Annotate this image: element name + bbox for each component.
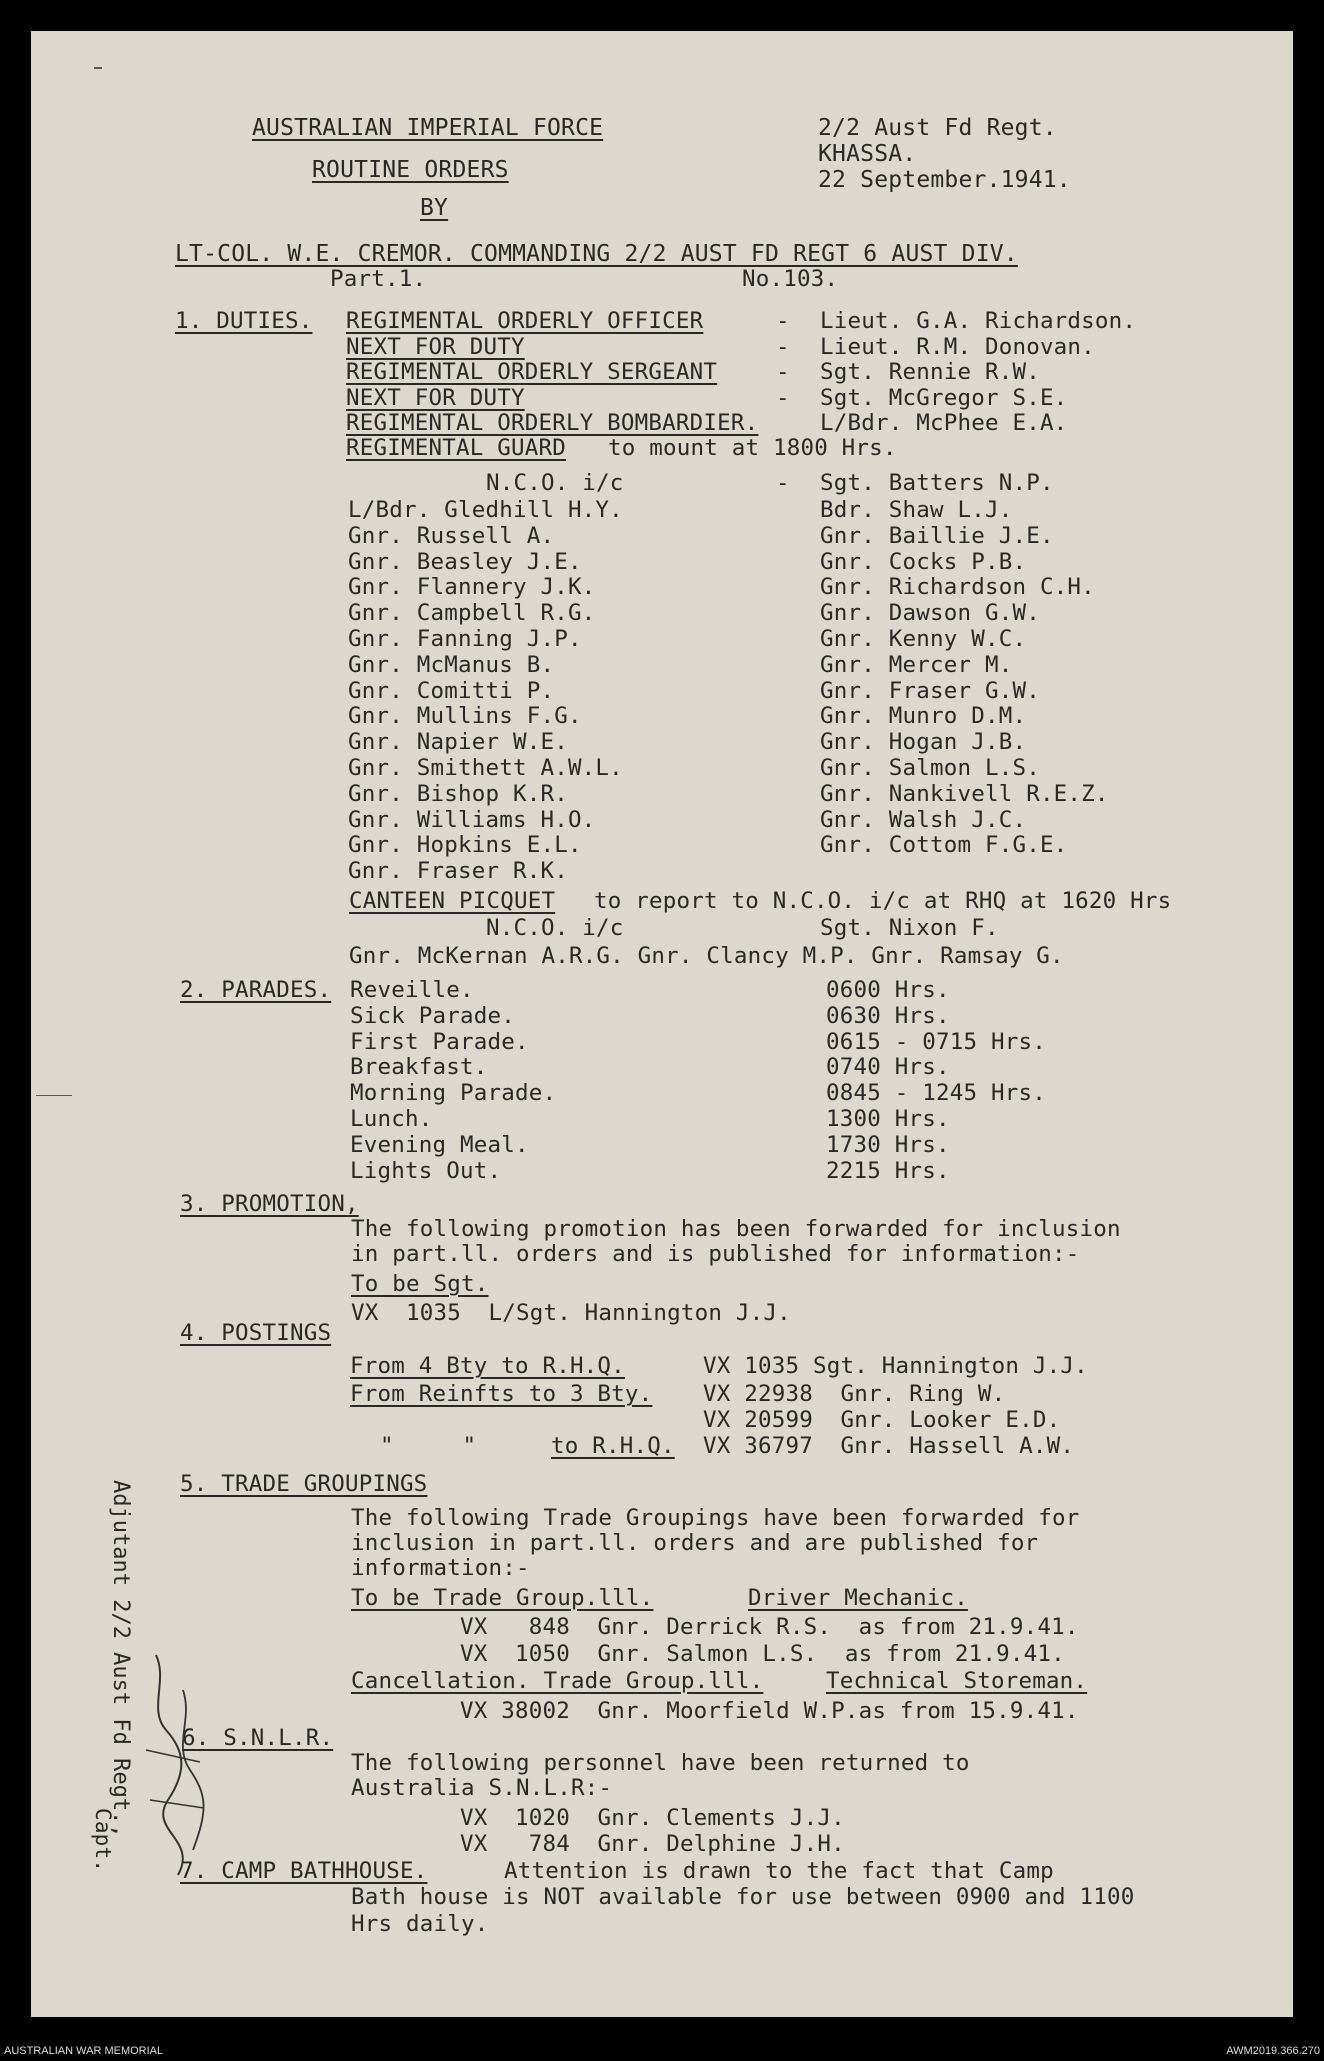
place-name: KHASSA.: [818, 141, 917, 167]
posting-from-1: From 4 Bty to R.H.Q.: [350, 1353, 625, 1379]
guard-member: Gnr. Fraser G.W.: [820, 677, 1040, 704]
duty-sep: -: [776, 333, 790, 360]
posting-entry-4: VX 36797 Gnr. Hassell A.W.: [703, 1433, 1075, 1459]
duty-role: REGIMENTAL ORDERLY SERGEANT: [346, 359, 718, 385]
parade-event: Morning Parade.: [350, 1080, 557, 1107]
posting-from-2: From Reinfts to 3 Bty.: [350, 1381, 653, 1407]
guard-member: Gnr. Richardson C.H.: [820, 574, 1095, 601]
guard-member: Gnr. Cocks P.B.: [820, 548, 1027, 575]
trade-line-3: information:-: [351, 1555, 530, 1581]
guard-member: Gnr. Kenny W.C.: [820, 626, 1027, 652]
trade-line-1: The following Trade Groupings have been forwarded for: [351, 1505, 1080, 1531]
nco-name: Sgt. Batters N.P.: [820, 470, 1054, 496]
guard-member: Gnr. Mullins F.G.: [348, 703, 582, 730]
guard-member: Gnr. Hopkins E.L.: [348, 832, 582, 859]
duty-name: Sgt. Rennie R.W.: [820, 359, 1040, 385]
trade-heading: 5. TRADE GROUPINGS: [180, 1471, 428, 1497]
guard-member: Bdr. Shaw L.J.: [820, 497, 1013, 523]
by-heading: BY: [420, 195, 449, 221]
picquet-text: to report to N.C.O. i/c at RHQ at 1620 Hrs: [594, 888, 1172, 914]
promotion-line-2: in part.ll. orders and is published for information:-: [351, 1241, 1080, 1267]
guard-label: REGIMENTAL GUARD: [346, 435, 566, 461]
guard-text: to mount at 1800 Hrs.: [608, 435, 897, 461]
parade-time: 2215 Hrs.: [826, 1157, 950, 1184]
bathhouse-line-1: Attention is drawn to the fact that Camp: [504, 1858, 1054, 1884]
picquet-nco-label: N.C.O. i/c: [486, 915, 624, 941]
duty-role: NEXT FOR DUTY: [346, 384, 525, 411]
snlr-line-2: Australia S.N.L.R:-: [351, 1775, 613, 1801]
promotion-sub: To be Sgt.: [351, 1271, 489, 1297]
guard-member: Gnr. Campbell R.G.: [348, 600, 596, 627]
posting-entry-1: VX 1035 Sgt. Hannington J.J.: [703, 1353, 1088, 1379]
trade-cancel-name: Technical Storeman.: [826, 1668, 1088, 1694]
bathhouse-line-2: Bath house is NOT available for use between 0900 and 1100: [351, 1884, 1135, 1910]
guard-member: Gnr. Hogan J.B.: [820, 729, 1027, 756]
duty-role: NEXT FOR DUTY: [346, 333, 525, 360]
trade-group: To be Trade Group.lll.: [351, 1585, 654, 1611]
parade-event: Lunch.: [350, 1106, 433, 1132]
nco-sep: -: [776, 470, 790, 496]
guard-member: Gnr. Flannery J.K.: [348, 574, 596, 601]
commander-line: LT-COL. W.E. CREMOR. COMMANDING 2/2 AUST FD REGT 6 AUST DIV.: [175, 241, 1018, 267]
postings-heading: 4. POSTINGS: [180, 1320, 332, 1346]
guard-member: Gnr. Williams H.O.: [348, 806, 596, 833]
posting-ditto: " ": [380, 1433, 477, 1459]
guard-member: Gnr. Fanning J.P.: [348, 626, 582, 652]
snlr-line-1: The following personnel have been returned to: [351, 1750, 970, 1776]
picquet-label: CANTEEN PICQUET: [349, 888, 556, 914]
duty-name: Lieut. R.M. Donovan.: [820, 333, 1095, 360]
posting-entry-3: VX 20599 Gnr. Looker E.D.: [703, 1407, 1061, 1433]
guard-member: Gnr. Baillie J.E.: [820, 522, 1054, 549]
trade-cancel: Cancellation. Trade Group.lll.: [351, 1668, 764, 1694]
parade-time: 0615 - 0715 Hrs.: [826, 1028, 1046, 1055]
order-number: No.103.: [742, 266, 839, 292]
bathhouse-heading: 7. CAMP BATHHOUSE.: [180, 1858, 428, 1884]
guard-member: L/Bdr. Gledhill H.Y.: [348, 497, 623, 523]
trade-name: Driver Mechanic.: [748, 1585, 968, 1611]
guard-member: Gnr. Dawson G.W.: [820, 600, 1040, 627]
parade-event: First Parade.: [350, 1028, 529, 1055]
snlr-entry-2: VX 784 Gnr. Delphine J.H.: [460, 1831, 845, 1857]
duty-role: REGIMENTAL ORDERLY OFFICER: [346, 308, 704, 334]
parade-time: 1730 Hrs.: [826, 1131, 950, 1158]
parade-event: Evening Meal.: [350, 1131, 529, 1158]
parade-event: Breakfast.: [350, 1054, 488, 1081]
guard-member: Gnr. Comitti P.: [348, 677, 555, 704]
picquet-members: Gnr. McKernan A.R.G. Gnr. Clancy M.P. Gnr. Ramsay G.: [349, 943, 1064, 969]
guard-member: Gnr. Fraser R.K.: [348, 858, 568, 885]
guard-member: Gnr. Munro D.M.: [820, 703, 1027, 730]
parade-time: 0630 Hrs.: [826, 1002, 950, 1029]
trade-line-2: inclusion in part.ll. orders and are published for: [351, 1530, 1039, 1556]
promotion-heading: 3. PROMOTION,: [180, 1191, 359, 1217]
guard-member: Gnr. Russell A.: [348, 522, 555, 549]
parade-time: 0600 Hrs.: [826, 977, 950, 1003]
duties-heading: 1. DUTIES.: [175, 308, 313, 334]
parade-time: 1300 Hrs.: [826, 1106, 950, 1132]
footer-reference: AWM2019.366.270: [1226, 2045, 1320, 2057]
trade-entry-2: VX 1050 Gnr. Salmon L.S. as from 21.9.41.: [460, 1641, 1065, 1667]
duty-sep: -: [776, 384, 790, 411]
guard-member: Gnr. Mercer M.: [820, 651, 1013, 678]
guard-member: Gnr. Bishop K.R.: [348, 780, 568, 807]
promotion-line-1: The following promotion has been forwarded for inclusion: [351, 1216, 1121, 1242]
guard-member: Gnr. Beasley J.E.: [348, 548, 582, 575]
nco-label: N.C.O. i/c: [486, 470, 624, 496]
guard-member: Gnr. Salmon L.S.: [820, 755, 1040, 781]
capt-label: Capt.: [91, 1808, 115, 1873]
bathhouse-line-3: Hrs daily.: [351, 1911, 489, 1937]
guard-member: Gnr. Smithett A.W.L.: [348, 755, 623, 781]
unit-name: 2/2 Aust Fd Regt.: [818, 115, 1057, 141]
duty-role: REGIMENTAL ORDERLY BOMBARDIER.: [346, 410, 759, 436]
guard-member: Gnr. Walsh J.C.: [820, 806, 1027, 833]
snlr-entry-1: VX 1020 Gnr. Clements J.J.: [460, 1805, 845, 1831]
duty-name: Sgt. McGregor S.E.: [820, 384, 1068, 411]
posting-to-4: to R.H.Q.: [551, 1433, 675, 1459]
parade-event: Lights Out.: [350, 1157, 502, 1184]
picquet-nco-name: Sgt. Nixon F.: [820, 915, 999, 941]
org-heading: AUSTRALIAN IMPERIAL FORCE: [252, 115, 604, 141]
margin-mark: [36, 1095, 72, 1096]
parade-time: 0740 Hrs.: [826, 1054, 950, 1081]
parade-time: 0845 - 1245 Hrs.: [826, 1080, 1046, 1107]
routine-orders-heading: ROUTINE ORDERS: [312, 157, 509, 183]
parades-heading: 2. PARADES.: [180, 977, 332, 1003]
guard-member: Gnr. Napier W.E.: [348, 729, 568, 756]
guard-member: Gnr. Nankivell R.E.Z.: [820, 780, 1109, 807]
order-date: 22 September.1941.: [818, 167, 1071, 193]
part-label: Part.1.: [330, 266, 427, 292]
promotion-entry: VX 1035 L/Sgt. Hannington J.J.: [351, 1300, 791, 1326]
trade-entry-3: VX 38002 Gnr. Moorfield W.P.as from 15.9.41.: [460, 1698, 1079, 1724]
guard-member: Gnr. McManus B.: [348, 651, 555, 678]
guard-member: Gnr. Cottom F.G.E.: [820, 832, 1068, 859]
posting-entry-2: VX 22938 Gnr. Ring W.: [703, 1381, 1006, 1407]
handwritten-signature: [138, 1650, 218, 1880]
punch-mark: [94, 67, 102, 69]
footer-credit: AUSTRALIAN WAR MEMORIAL: [4, 2045, 164, 2057]
duty-name: L/Bdr. McPhee E.A.: [820, 410, 1068, 436]
adjutant-signature-block: Adjutant 2/2 Aust Fd Regt.,: [108, 1480, 133, 1838]
parade-event: Sick Parade.: [350, 1002, 515, 1029]
snlr-heading: 6. S.N.L.R.: [182, 1725, 334, 1751]
duty-name: Lieut. G.A. Richardson.: [820, 308, 1137, 334]
duty-sep: -: [776, 308, 790, 334]
duty-sep: -: [776, 359, 790, 385]
parade-event: Reveille.: [350, 977, 474, 1003]
trade-entry-1: VX 848 Gnr. Derrick R.S. as from 21.9.41.: [460, 1614, 1079, 1640]
